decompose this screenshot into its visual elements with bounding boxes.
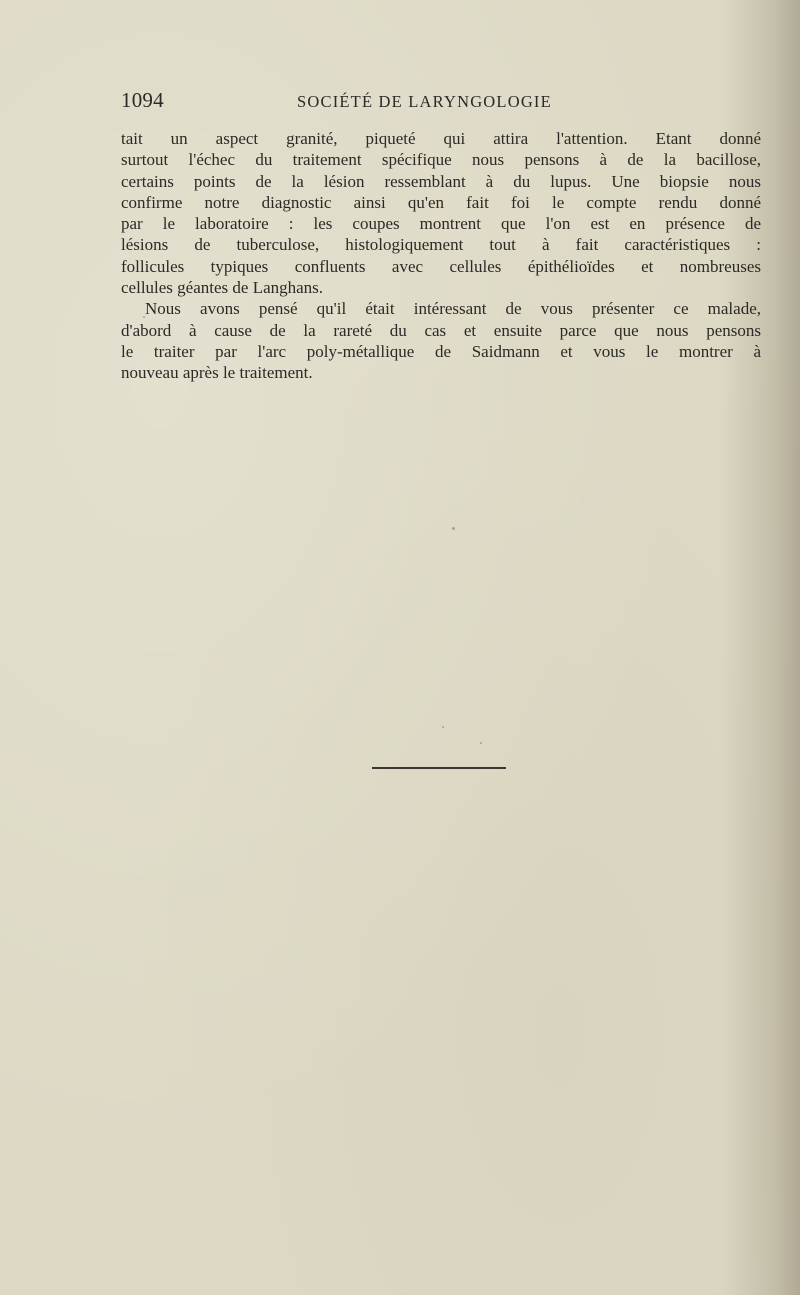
running-head xyxy=(121,88,761,116)
text-line: lésions de tuberculose, histologiquement tout à fait caractéristiques : xyxy=(121,235,761,255)
paper-speck xyxy=(452,527,455,530)
text-line: confirme notre diagnostic ainsi qu'en fait foi le compte rendu donné xyxy=(121,192,761,212)
text-line: le traiter par l'arc poly-métallique de Saidmann et vous le montrer à xyxy=(121,341,761,361)
text-line: nouveau après le traitement. xyxy=(121,363,313,383)
text-line: cellules géantes de Langhans. xyxy=(121,278,324,298)
paper-speck xyxy=(442,726,444,728)
text-line: certains points de la lésion ressemblant à du lupus. Une biopsie nous xyxy=(121,171,761,191)
journal-title: SOCIÉTÉ DE LARYNGOLOGIE xyxy=(297,92,552,111)
text-line: follicules typiques confluents avec cellules épithélioïdes et nombreuses xyxy=(121,256,761,276)
text-line: tait un aspect granité, piqueté qui attira l'attention. Etant donné xyxy=(121,129,761,148)
text-line: Nous avons pensé qu'il était intéressant de vous présenter ce malade, xyxy=(145,299,761,319)
section-divider-rule xyxy=(372,767,506,769)
paragraph-2 xyxy=(121,298,761,383)
paper-speck xyxy=(480,742,482,744)
text-line: par le laboratoire : les coupes montrent que l'on est en présence de xyxy=(121,214,761,234)
paragraph-1 xyxy=(121,128,761,298)
paper-speck xyxy=(143,316,145,318)
article-body xyxy=(121,128,761,384)
text-line: d'abord à cause de la rareté du cas et ensuite parce que nous pensons xyxy=(121,320,761,340)
page-number: 1094 xyxy=(121,88,164,112)
text-line: surtout l'échec du traitement spécifique nous pensons à de la bacillose, xyxy=(121,150,761,170)
